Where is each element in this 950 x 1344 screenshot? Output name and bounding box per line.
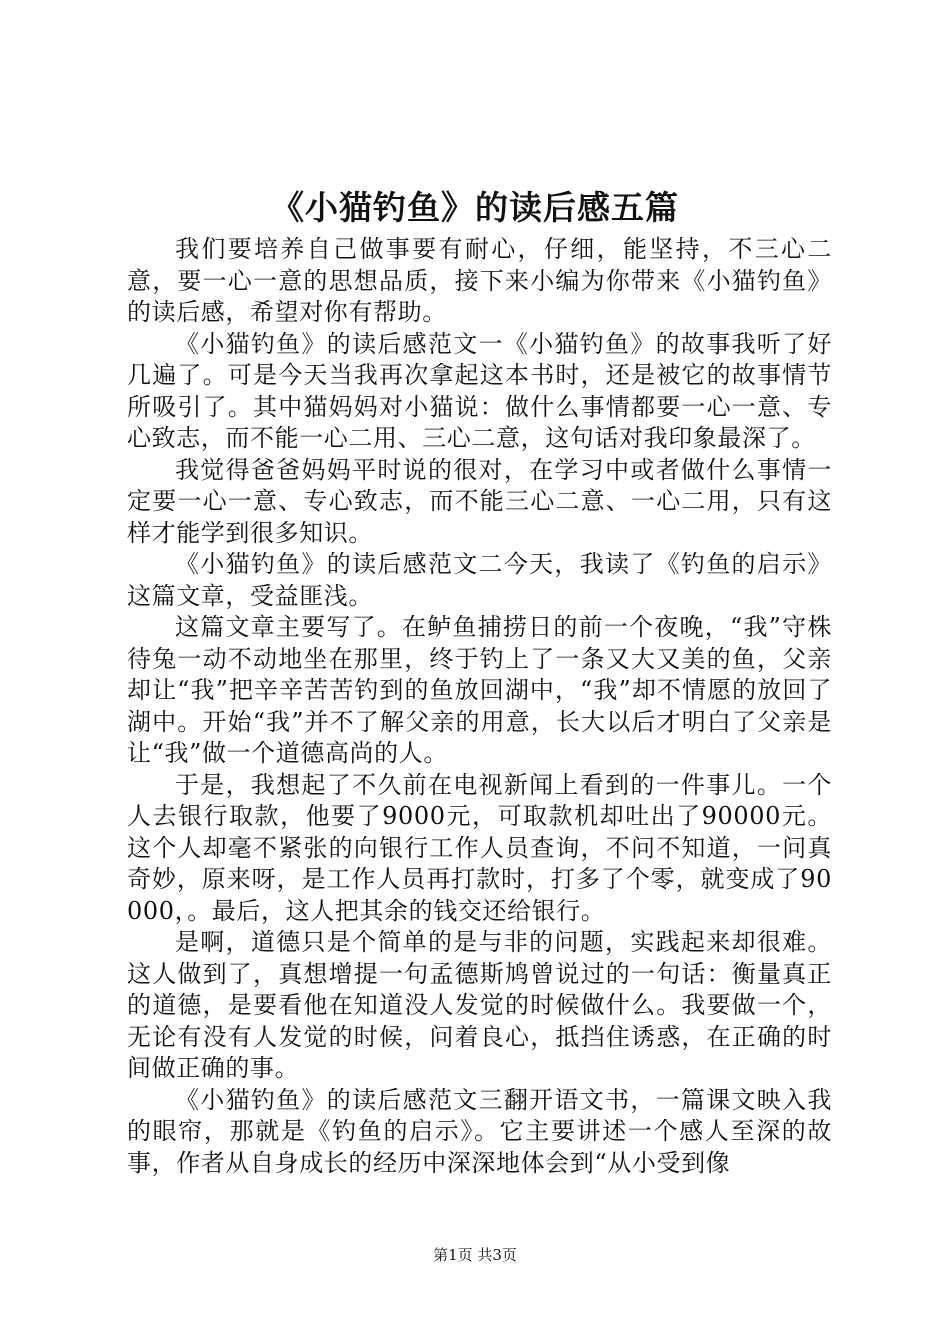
paragraph-2: 《小猫钓鱼》的读后感范文一《小猫钓鱼》的故事我听了好几遍了。可是今天当我再次拿起这本书时，还是被它的故事情节所吸引了。其中猫妈妈对小猫说：做什么事情都要一心一意、专心致志，而不能一心二用、三心二意，这句话对我印象最深了。 (127, 329, 832, 452)
document-title: 《小猫钓鱼》的读后感五篇 (271, 188, 679, 227)
paragraph-4: 《小猫钓鱼》的读后感范文二今天，我读了《钓鱼的启示》这篇文章，受益匪浅。 (127, 550, 832, 610)
paragraph-8: 《小猫钓鱼》的读后感范文三翻开语文书，一篇课文映入我的眼帘，那就是《钓鱼的启示》。它主要讲述一个感人至深的故事，作者从自身成长的经历中深深地体会到“从小受到像 (127, 1085, 832, 1177)
paragraph-6: 于是，我想起了不久前在电视新闻上看到的一件事儿。一个人去银行取款，他要了9000元，可取款机却吐出了90000元。这个人却毫不紧张的向银行工作人员查询，不问不知道，一问真奇妙，原来呀，是工作人员再打款时，打多了个零，就变成了90000，。最后，这人把其余的钱交还给银行。 (127, 770, 832, 925)
paragraph-1: 我们要培养自己做事要有耐心，仔细，能坚持，不三心二意，要一心一意的思想品质，接下来小编为你带来《小猫钓鱼》的读后感，希望对你有帮助。 (127, 235, 832, 326)
page-footer: 第1页 共3页 (433, 1246, 517, 1264)
paragraph-5: 这篇文章主要写了。在鲈鱼捕捞日的前一个夜晚，“我”守株待兔一动不动地坐在那里，终于钓上了一条又大又美的鱼，父亲却让“我”把辛辛苦苦钓到的鱼放回湖中，“我”却不情愿的放回了湖中。开始“我”并不了解父亲的用意，长大以后才明白了父亲是让“我”做一个道德高尚的人。 (127, 613, 832, 767)
paragraph-3: 我觉得爸爸妈妈平时说的很对，在学习中或者做什么事情一定要一心一意、专心致志，而不能三心二意、一心二用，只有这样才能学到很多知识。 (127, 455, 832, 547)
document-body (127, 234, 832, 1179)
paragraph-7: 是啊，道德只是个简单的是与非的问题，实践起来却很难。这人做到了，真想增提一句孟德斯鸠曾说过的一句话：衡量真正的道德，是要看他在知道没人发觉的时候做什么。我要做一个，无论有没有人发觉的时候，问着良心，抵挡住诱惑，在正确的时间做正确的事。 (127, 928, 832, 1082)
